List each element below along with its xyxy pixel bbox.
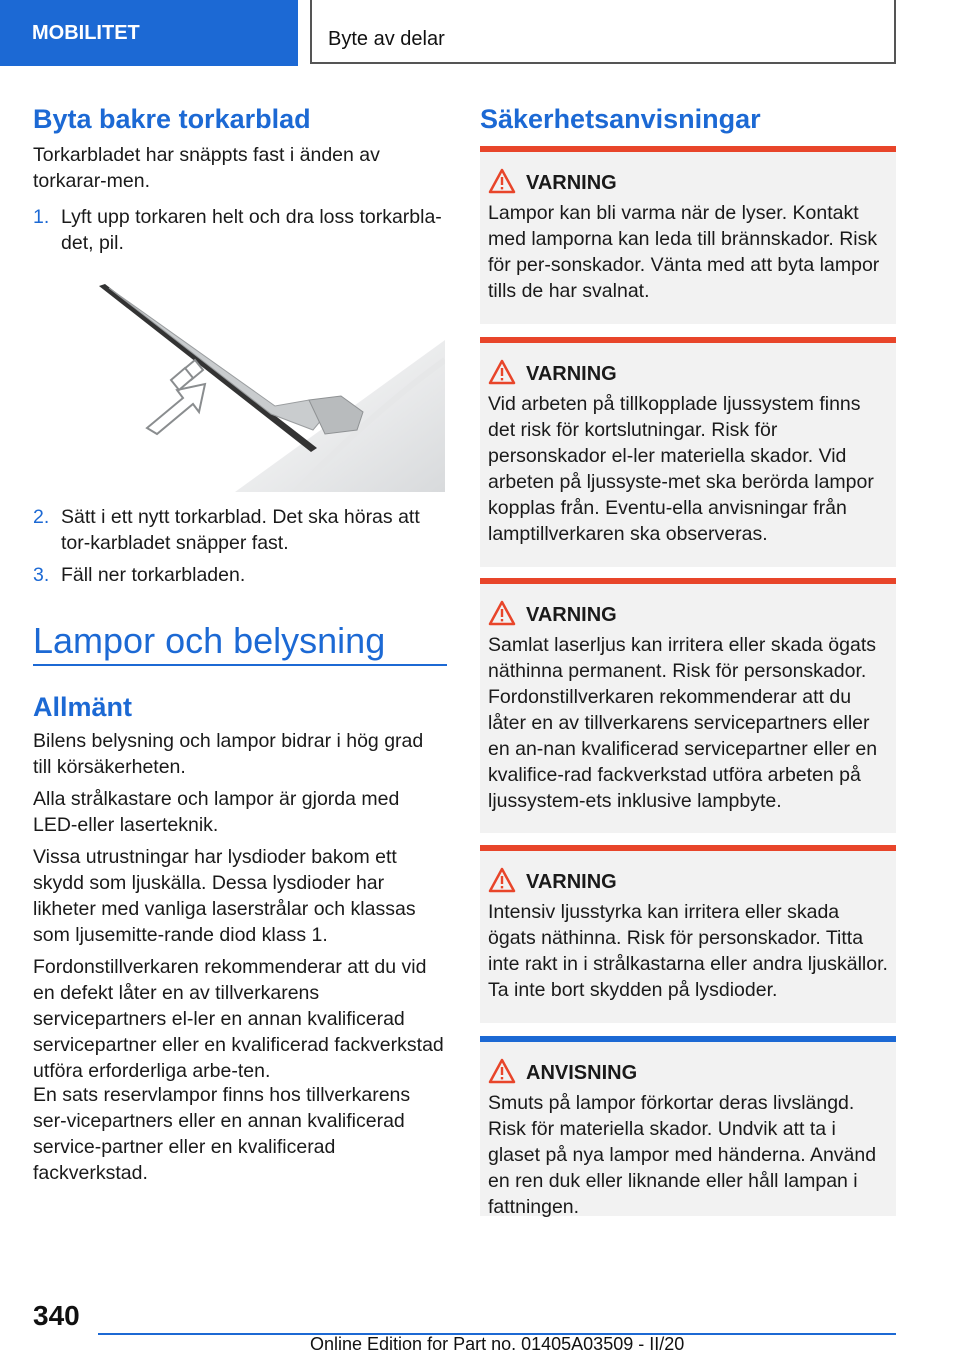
notice-bar: [480, 1036, 896, 1042]
step-number: 3.: [33, 564, 50, 586]
lamps-heading: Lampor och belysning: [33, 620, 386, 661]
wiper-blade-illustration: [95, 280, 445, 492]
notice-box: [480, 1036, 896, 1216]
warning-text: Samlat laserljus kan irritera eller skada ögats näthinna permanent. Risk för personskador. Fordonstillverkaren rekommenderar att du låter en av tillverkarens servicepartners eller en an-nan kvalificerad servicepartner eller en kvalifice-rad fackverkstad utföra arbeten på ljussystem-ets inklusive lampbyte.: [488, 634, 878, 812]
warning-text: Vid arbeten på tillkopplade ljussystem finns det risk för kortslutningar. Risk för personskador el-ler materiella skador. Vid arbeten på ljussyste-met ska berörda lampor kopplas från. Eventu-ella anvisningar från lamptillverkaren ska observeras.: [488, 393, 874, 545]
paragraph: Alla strålkastare och lampor är gjorda med LED-eller laserteknik.: [33, 788, 400, 836]
page-number: 340: [33, 1300, 80, 1331]
wiper-intro: Torkarbladet har snäppts fast i änden av torkarar-men.: [33, 144, 380, 192]
step-number: 1.: [33, 206, 50, 228]
wiper-heading: Byta bakre torkarblad: [33, 104, 311, 134]
warning-triangle-icon: [488, 359, 516, 385]
paragraph: Fordonstillverkaren rekommenderar att du vid en defekt låter en av tillverkarens servicepartners el-ler en annan kvalificerad servicepartner eller en kvalificerad fackverkstad utföra erforderliga arbe-ten.: [33, 956, 444, 1082]
warning-label: VARNING: [526, 604, 617, 626]
warning-bar: [480, 146, 896, 152]
step-text: Sätt i ett nytt torkarblad. Det ska höras att tor-karbladet snäpper fast.: [61, 506, 420, 554]
paragraph: En sats reservlampor finns hos tillverkarens ser-vicepartners eller en annan kvalificerad service-partner eller en kvalificerad fackverkstad.: [33, 1084, 411, 1184]
safety-heading: Säkerhetsanvisningar: [480, 104, 761, 134]
section-tab: MOBILITET: [0, 0, 298, 66]
warning-bar: [480, 578, 896, 584]
notice-text: Smuts på lampor förkortar deras livslängd. Risk för materiella skador. Undvik att ta i glaset på nya lampor med händerna. Använd en ren duk eller liknande eller håll lampan i fattningen.: [488, 1092, 877, 1218]
warning-bar: [480, 337, 896, 343]
chapter-title: Byte av delar: [310, 0, 896, 64]
step-text: Lyft upp torkaren helt och dra loss torkarbla-det, pil.: [61, 206, 442, 254]
warning-label: VARNING: [526, 363, 617, 385]
warning-box: [480, 578, 896, 833]
warning-label: VARNING: [526, 172, 617, 194]
step-text: Fäll ner torkarbladen.: [61, 564, 246, 586]
warning-bar: [480, 845, 896, 851]
warning-text: Lampor kan bli varma när de lyser. Kontakt med lamporna kan leda till brännskador. Risk för per-sonskador. Vänta med att byta lampor tills de har svalnat.: [488, 202, 880, 302]
warning-box: [480, 146, 896, 324]
warning-label: VARNING: [526, 871, 617, 893]
step-number: 2.: [33, 506, 50, 528]
edition-note: Online Edition for Part no. 01405A03509 - II/20: [310, 1334, 685, 1354]
warning-triangle-icon: [488, 168, 516, 194]
paragraph: Bilens belysning och lampor bidrar i hög grad till körsäkerheten.: [33, 730, 424, 778]
general-heading: Allmänt: [33, 692, 133, 722]
notice-label: ANVISNING: [526, 1062, 638, 1084]
warning-box: [480, 337, 896, 567]
warning-triangle-icon: [488, 867, 516, 893]
warning-triangle-icon: [488, 600, 516, 626]
warning-text: Intensiv ljusstyrka kan irritera eller skada ögats näthinna. Risk för personskador. Titta inte rakt in i strålkastarna eller andra ljuskällor. Ta inte bort skydden på lysdioder.: [488, 901, 888, 1001]
warning-box: [480, 845, 896, 1023]
paragraph: Vissa utrustningar har lysdioder bakom ett skydd som ljuskälla. Dessa lysdioder har likheter med vanliga laserstrålar och klassas som ljusemitte-rande diod klass 1.: [33, 846, 416, 946]
heading-rule: [33, 664, 447, 666]
notice-triangle-icon: [488, 1058, 516, 1084]
